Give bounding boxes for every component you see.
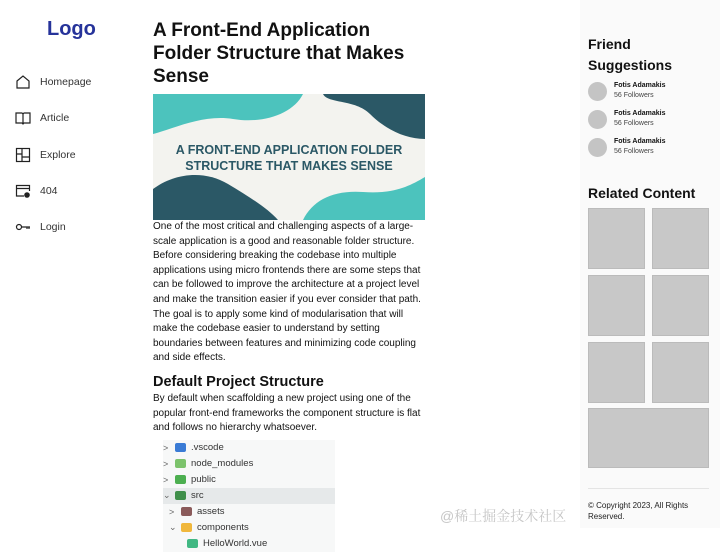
paragraph: One of the most critical and challenging aspects of a large-scale application is a good and reasonable folder structure. Before considering breaking the codebase into multiple applications using micro frontends there are some steps that can be followed to improve the architecture at a project level and make the transition easier if you ever consider that path. <box>153 221 421 305</box>
sidebar-item-explore[interactable] <box>15 137 91 173</box>
folder-icon <box>175 475 186 484</box>
article-banner-image <box>153 94 425 220</box>
folder-tree-image <box>163 440 335 552</box>
tree-item: ⌄ src <box>163 488 335 504</box>
tree-item: > node_modules <box>163 458 254 470</box>
sidebar-item-login[interactable] <box>15 209 91 245</box>
browser-error-icon <box>15 183 31 199</box>
right-sidebar <box>580 0 720 528</box>
sidebar-item-label: Homepage <box>40 76 92 89</box>
divider <box>588 488 709 489</box>
related-content-item[interactable] <box>652 342 709 403</box>
sidebar-item-label: Login <box>40 221 66 234</box>
sidebar-item-label: Explore <box>40 148 76 161</box>
related-content-item[interactable] <box>652 275 709 336</box>
section-title: Default Project Structure <box>153 373 324 390</box>
sidebar-item-404[interactable] <box>15 173 91 209</box>
tree-item: ⌄ components <box>169 522 249 534</box>
sidebar-item-label: Article <box>40 112 70 125</box>
folder-icon <box>175 443 186 452</box>
sidebar-nav <box>15 64 91 245</box>
avatar <box>588 110 607 129</box>
related-content-item[interactable] <box>588 342 645 403</box>
vue-file-icon <box>187 539 198 548</box>
watermark: @稀土掘金技术社区 <box>440 508 567 524</box>
book-icon <box>15 110 31 126</box>
friend-suggestion[interactable]: Fotis Adamakis 56 Followers <box>588 109 665 129</box>
friend-suggestion[interactable]: Fotis Adamakis 56 Followers <box>588 137 665 157</box>
home-icon <box>15 74 31 90</box>
copyright: © Copyright 2023, All Rights Reserved. <box>588 501 689 521</box>
paragraph: The goal is to apply some kind of modularisation that will make the codebase easier to understand by setting boundaries between features and minimizing code coupling and side effects. <box>153 308 416 364</box>
sidebar-item-homepage[interactable] <box>15 64 91 100</box>
related-content-item[interactable] <box>652 208 709 269</box>
layout-icon <box>15 147 31 163</box>
sidebar-item-article[interactable] <box>15 100 91 136</box>
friend-suggestion[interactable]: Fotis Adamakis 56 Followers <box>588 81 665 101</box>
tree-item: HelloWorld.vue <box>163 536 335 552</box>
paragraph: By default when scaffolding a new project using one of the popular front-end frameworks the component structure is flat and follows no hierarchy whatsoever. <box>153 392 421 434</box>
logo[interactable]: Logo <box>47 18 96 40</box>
banner-text: A FRONT-END APPLICATION FOLDER STRUCTURE THAT MAKES SENSE <box>175 143 403 173</box>
avatar <box>588 82 607 101</box>
tree-item: > public <box>163 474 216 486</box>
friend-suggestions-title: Friend Suggestions <box>588 36 673 73</box>
article-title: A Front-End Application Folder Structure that Makes Sense <box>153 20 405 87</box>
left-sidebar <box>0 0 150 528</box>
related-content-item[interactable] <box>588 208 645 269</box>
folder-icon <box>181 507 192 516</box>
tree-item: > assets <box>169 506 225 518</box>
folder-icon <box>175 491 186 500</box>
related-content-item[interactable] <box>588 408 709 468</box>
key-icon <box>15 219 31 235</box>
sidebar-item-label: 404 <box>40 185 58 198</box>
related-content-title: Related Content <box>588 185 696 201</box>
related-content-item[interactable] <box>588 275 645 336</box>
related-content-grid <box>588 208 709 403</box>
tree-item: > .vscode <box>163 442 224 454</box>
folder-icon <box>175 459 186 468</box>
avatar <box>588 138 607 157</box>
article <box>153 0 428 552</box>
